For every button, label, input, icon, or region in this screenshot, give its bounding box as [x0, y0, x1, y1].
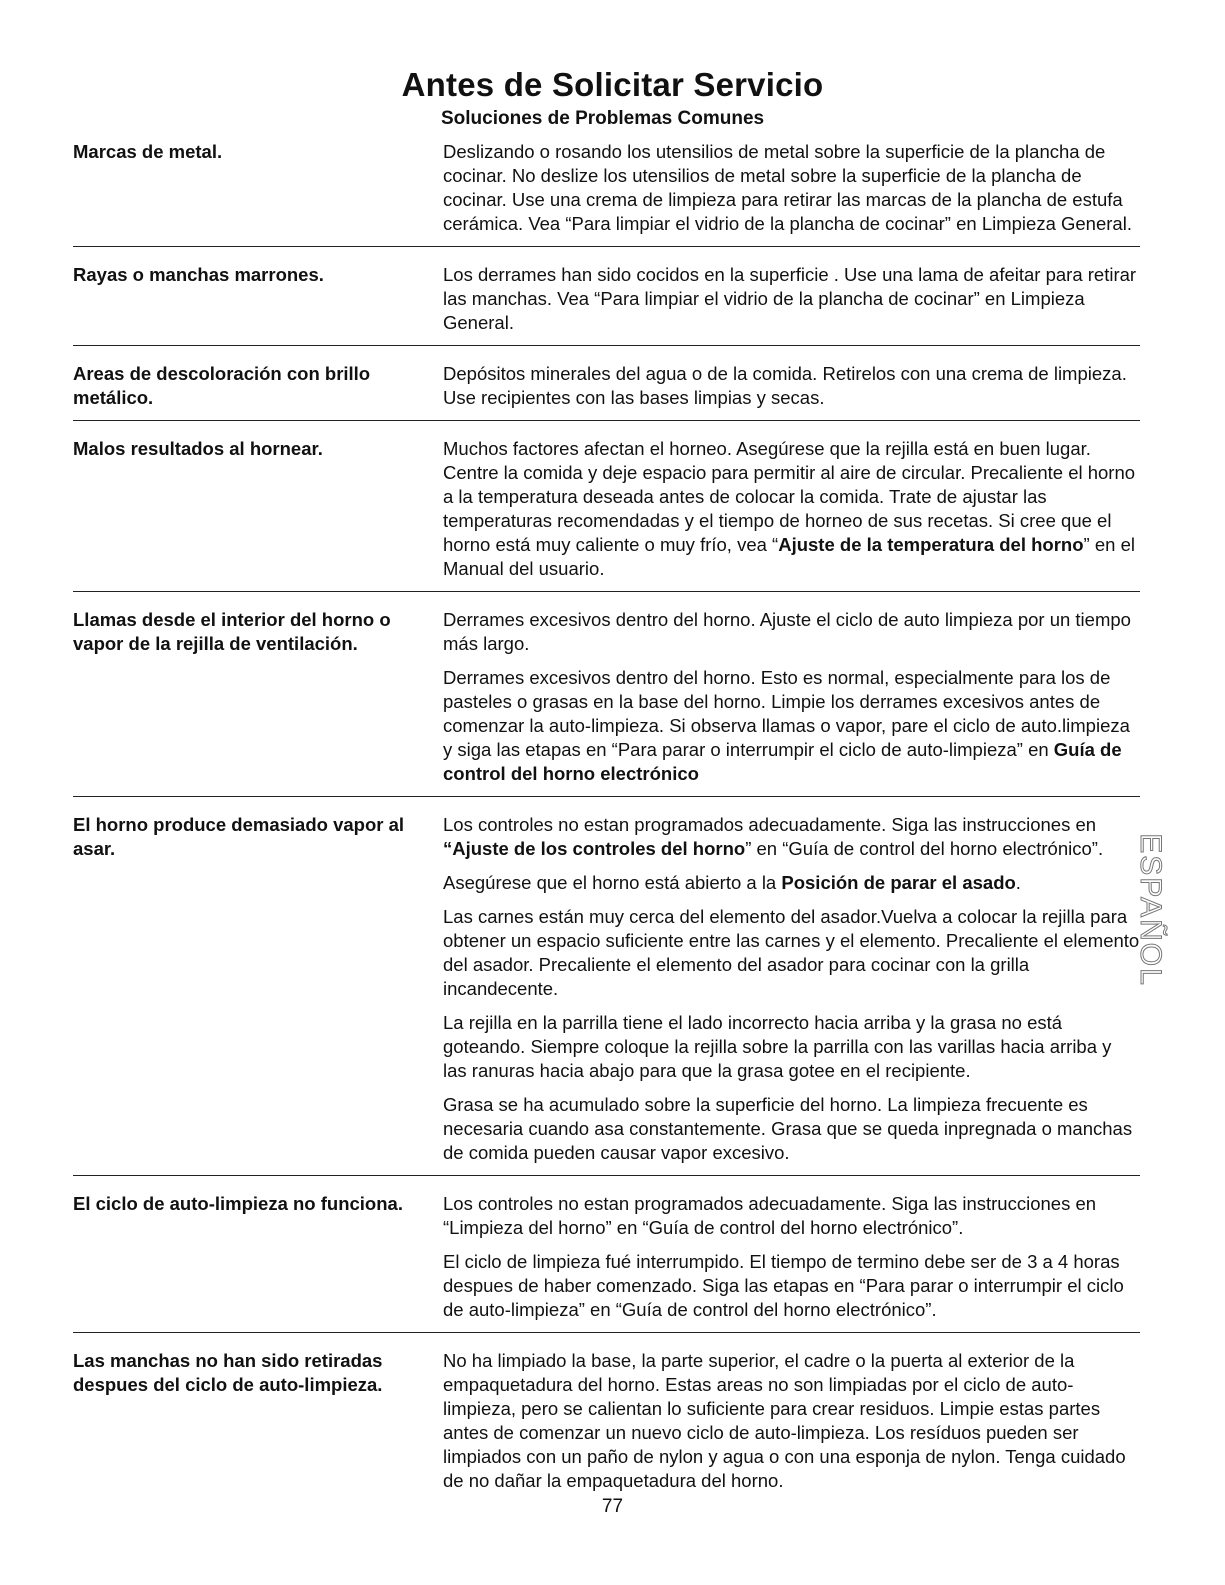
solution-text: Muchos factores afectan el horneo. Asegúrese que la rejilla está en buen lugar. Centre la comida y deje espacio para permitir al aire de circular. Precaliente el horno a la temperatura deseada antes de colocar la comida. Trate de ajustar las temperaturas recomendadas y el tiempo de horneo de sus recetas. Si cree que el horno está muy caliente o muy frío, vea “: [443, 438, 1136, 555]
emphasis-text: “Ajuste de los controles del horno: [443, 838, 746, 859]
solution-text: Depósitos minerales del agua o de la comida. Retirelos con una crema de limpieza. Use recipientes con las bases limpias y secas.: [443, 363, 1127, 408]
table-row: [73, 140, 1140, 247]
solution-paragraph: [443, 1192, 1140, 1240]
solution-paragraph: [443, 362, 1140, 410]
table-row: [73, 813, 1140, 1176]
table-row: [73, 1349, 1140, 1503]
problem-label: Areas de descoloración con brillo metálico.: [73, 363, 371, 408]
troubleshooting-table: [73, 140, 1140, 1519]
solution-text: Derrames excesivos dentro del horno. Ajuste el ciclo de auto limpieza por un tiempo más largo.: [443, 609, 1131, 654]
page-number: 77: [601, 1496, 624, 1517]
solution-paragraph: [443, 263, 1140, 335]
emphasis-text: Guía de control del horno electrónico: [443, 739, 1122, 784]
problem-label: Malos resultados al hornear.: [73, 438, 323, 459]
solution-text: ” en el Manual del usuario.: [443, 534, 1135, 579]
solution-text: Los derrames han sido cocidos en la superficie . Use una lama de afeitar para retirar las manchas. Vea “Para limpiar el vidrio de la plancha de cocinar” en Limpieza General.: [443, 264, 1137, 333]
solution-paragraph: [443, 1093, 1140, 1165]
problem-label: Las manchas no han sido retiradas despues del ciclo de auto-limpieza.: [73, 1350, 383, 1395]
solution-paragraph: [443, 905, 1140, 1001]
solution-paragraph: [443, 1349, 1140, 1493]
solution-text: Los controles no estan programados adecuadamente. Siga las instrucciones en “Limpieza del horno” en “Guía de control del horno electrónico”.: [443, 1193, 1097, 1238]
solution-text: ” en “Guía de control del horno electrónico”.: [745, 838, 1104, 859]
solution-paragraph: [443, 1011, 1140, 1083]
solution-text: Los controles no estan programados adecuadamente. Siga las instrucciones en: [443, 814, 1097, 835]
table-row: [73, 1192, 1140, 1333]
problem-label: Rayas o manchas marrones.: [73, 264, 324, 285]
solution-text: Deslizando o rosando los utensilios de metal sobre la superficie de la plancha de cocinar. No deslize los utensilios de metal sobre la superficie de la plancha de cocinar. Use una crema de limpieza para retirar las marcas de la plancha de estufa cerámica. Vea “Para limpiar el vidrio de la plancha de cocinar” en Limpieza General.: [443, 141, 1132, 234]
language-side-tab: [1130, 835, 1170, 985]
solution-text: La rejilla en la parrilla tiene el lado incorrecto hacia arriba y la grasa no está goteando. Siempre coloque la rejilla sobre la parrilla con las varillas hacia arriba y las ranuras hacia abajo para que la grasa gotee en el recipiente.: [443, 1012, 1112, 1081]
solutions-cell: [443, 263, 1140, 335]
table-row: [73, 362, 1140, 421]
solutions-cell: [443, 362, 1140, 410]
problem-label: Llamas desde el interior del horno o vapor de la rejilla de ventilación.: [73, 609, 391, 654]
problem-label: El ciclo de auto-limpieza no funciona.: [73, 1193, 403, 1214]
solution-text: Las carnes están muy cerca del elemento del asador.Vuelva a colocar la rejilla para obtener un espacio suficiente entre las carnes y el elemento. Precaliente el elemento del asador. Precaliente el elemento del asador para cocinar con la grilla incandecente.: [443, 906, 1140, 999]
solution-text: El ciclo de limpieza fué interrumpido. El tiempo de termino debe ser de 3 a 4 horas despues de haber comenzado. Siga las etapas en “Para parar o interrumpir el ciclo de auto-limpieza” en “Guía de control del horno electrónico”.: [443, 1251, 1124, 1320]
solutions-cell: [443, 608, 1140, 786]
solution-paragraph: [443, 437, 1140, 581]
solution-paragraph: [443, 140, 1140, 236]
solution-text: Grasa se ha acumulado sobre la superficie del horno. La limpieza frecuente es necesaria cuando asa constantemente. Grasa que se queda inpregnada o manchas de comida pueden causar vapor excesivo.: [443, 1094, 1133, 1163]
solutions-cell: [443, 1349, 1140, 1493]
solutions-cell: [443, 813, 1140, 1165]
solutions-cell: [443, 1192, 1140, 1322]
solution-paragraph: [443, 666, 1140, 786]
table-row: [73, 263, 1140, 346]
solution-text: .: [1015, 872, 1021, 893]
solution-paragraph: [443, 608, 1140, 656]
problem-label: Marcas de metal.: [73, 141, 223, 162]
language-label: ESPAÑOL: [1134, 833, 1167, 987]
page-title: Antes de Solicitar Servicio: [401, 66, 824, 103]
solution-paragraph: [443, 1250, 1140, 1322]
emphasis-text: Posición de parar el asado: [781, 872, 1016, 893]
solution-text: Asegúrese que el horno está abierto a la: [443, 872, 782, 893]
table-row: [73, 608, 1140, 797]
page-subtitle: Soluciones de Problemas Comunes: [441, 108, 765, 129]
solutions-cell: [443, 140, 1140, 236]
solution-text: No ha limpiado la base, la parte superior, el cadre o la puerta al exterior de la empaquetadura del horno. Estas areas no son limpiadas por el ciclo de auto-limpieza, pero se calientan lo suficiente para crear residuos. Limpie estas partes antes de comenzar un nuevo ciclo de auto-limpieza. Los resíduos pueden ser limpiados con un paño de nylon y agua o con una esponja de nylon. Tenga cuidado de no dañar la empaquetadura del horno.: [443, 1350, 1126, 1491]
solution-paragraph: [443, 813, 1140, 861]
emphasis-text: Ajuste de la temperatura del horno: [778, 534, 1084, 555]
table-row: [73, 437, 1140, 592]
solutions-cell: [443, 437, 1140, 581]
solution-paragraph: [443, 871, 1140, 895]
problem-label: El horno produce demasiado vapor al asar.: [73, 814, 405, 859]
solution-text: Derrames excesivos dentro del horno. Esto es normal, especialmente para los de pasteles o grasas en la base del horno. Limpie los derrames excesivos antes de comenzar la auto-limpieza. Si observa llamas o vapor, pare el ciclo de auto.limpieza y siga las etapas en “Para parar o interrumpir el ciclo de auto-limpieza” en: [443, 667, 1130, 760]
